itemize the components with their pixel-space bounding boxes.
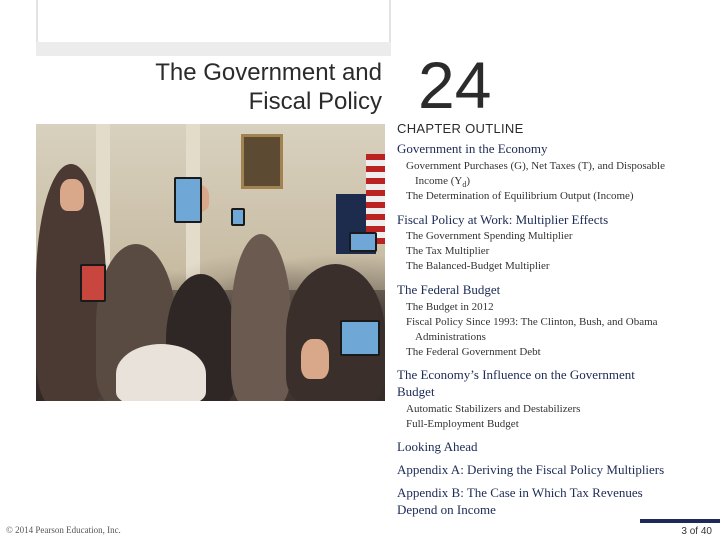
outline-item: The Government Spending Multiplier bbox=[406, 230, 573, 242]
decorative-bar bbox=[36, 42, 391, 56]
outline-item: The Federal Government Debt bbox=[406, 346, 541, 358]
outline-heading: Budget bbox=[397, 384, 435, 399]
outline-item: The Tax Multiplier bbox=[406, 245, 490, 257]
outline-heading: Fiscal Policy at Work: Multiplier Effects bbox=[397, 212, 609, 227]
outline-item: Income $(Y_d)$ bbox=[415, 175, 471, 190]
title-line: Fiscal Policy bbox=[248, 88, 382, 115]
chapter-number: 24 bbox=[418, 48, 492, 122]
outline-heading: Appendix B: The Case in Which Tax Revenues bbox=[397, 485, 643, 500]
slide-title bbox=[155, 58, 382, 116]
page-number: 3 of 40 bbox=[681, 526, 712, 537]
copyright-notice: © 2014 Pearson Education, Inc. bbox=[6, 525, 121, 535]
outline-heading: Looking Ahead bbox=[397, 439, 478, 454]
outline-item: The Balanced-Budget Multiplier bbox=[406, 260, 550, 272]
outline-heading: The Economy’s Influence on the Government bbox=[397, 367, 635, 382]
outline-item: The Determination of Equilibrium Output (Income) bbox=[406, 190, 634, 202]
chapter-photo bbox=[36, 124, 385, 401]
title-line: The Government and bbox=[155, 59, 382, 86]
outline-label: CHAPTER OUTLINE bbox=[397, 121, 524, 136]
decorative-line bbox=[389, 0, 391, 42]
outline-item: Full-Employment Budget bbox=[406, 418, 519, 430]
outline-item: Administrations bbox=[415, 331, 486, 343]
outline-item: The Budget in 2012 bbox=[406, 301, 494, 313]
outline-heading: Government in the Economy bbox=[397, 141, 548, 156]
outline-heading: The Federal Budget bbox=[397, 282, 501, 297]
outline-heading: Appendix A: Deriving the Fiscal Policy Multipliers bbox=[397, 462, 665, 477]
outline-item: Government Purchases (G), Net Taxes (T), and Disposable bbox=[406, 160, 665, 172]
outline-item: Fiscal Policy Since 1993: The Clinton, Bush, and Obama bbox=[406, 316, 658, 328]
footer-accent-bar bbox=[640, 519, 720, 523]
outline-item: Automatic Stabilizers and Destabilizers bbox=[406, 403, 581, 415]
outline-heading: Depend on Income bbox=[397, 502, 496, 517]
